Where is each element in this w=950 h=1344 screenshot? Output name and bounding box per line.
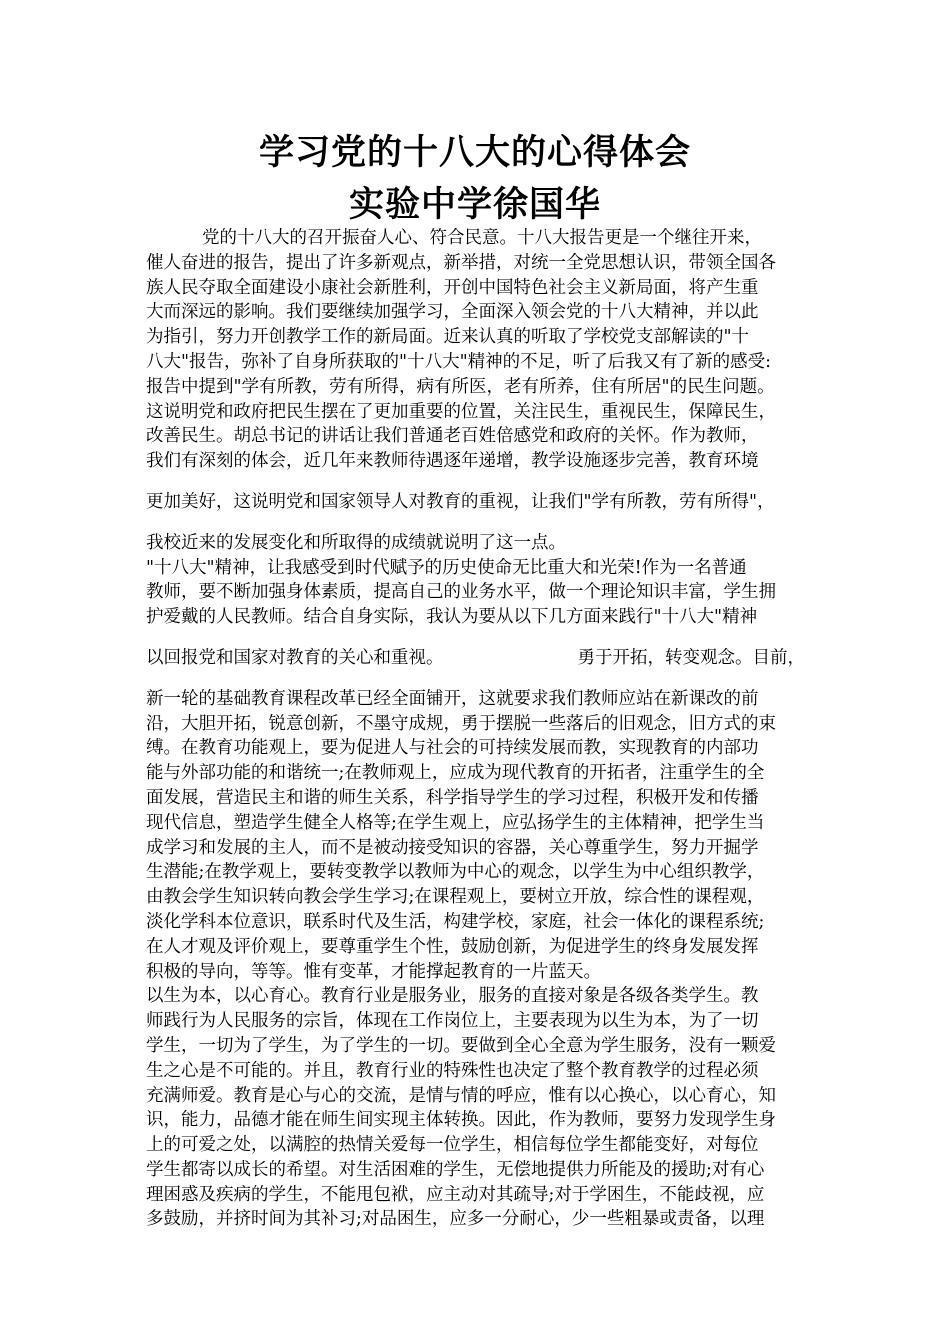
body-line: 为指引，努力开创教学工作的新局面。近来认真的听取了学校党支部解读的"十	[146, 327, 750, 348]
body-line: "十八大"精神，让我感受到时代赋予的历史使命无比重大和光荣!作为一名普通	[146, 557, 747, 578]
body-line: 成学习和发展的主人，而不是被动接受知识的容器，关心尊重学生，努力开掘学	[146, 837, 759, 858]
body-line: 这说明党和政府把民生摆在了更加重要的位置，关注民生，重视民生，保障民生，	[146, 401, 776, 422]
document-author: 实验中学徐国华	[348, 185, 601, 225]
document-title: 学习党的十八大的心得体会	[258, 133, 691, 173]
body-line: 多鼓励，并挤时间为其补习;对品困生，应多一分耐心，少一些粗暴或责备，以理	[146, 1209, 765, 1230]
body-line: 我校近来的发展变化和所取得的成绩就说明了这一点。	[146, 532, 566, 553]
body-line: 理困惑及疾病的学生，不能甩包袱，应主动对其疏导;对于学困生，不能歧视，应	[146, 1184, 765, 1205]
body-line: 催人奋进的报告，提出了许多新观点，新举措，对统一全党思想认识，带领全国各	[146, 252, 776, 273]
body-line: 缚。在教育功能观上，要为促进人与社会的可持续发展而教，实现教育的内部功	[146, 738, 759, 759]
body-line: 护爱戴的人民教师。结合自身实际，我认为要从以下几方面来践行"十八大"精神	[146, 607, 758, 628]
body-line: 报告中提到"学有所教，劳有所得，病有所医，老有所养，住有所居"的民生问题。	[146, 376, 775, 397]
body-line-segment: 勇于开拓，转变观念。目前，	[577, 647, 805, 668]
body-line: 能与外部功能的和谐统一;在教师观上，应成为现代教育的开拓者，注重学生的全	[146, 763, 765, 784]
body-line: 族人民夺取全面建设小康社会新胜利，开创中国特色社会主义新局面，将产生重	[146, 277, 759, 298]
body-line: 教师，要不断加强身体素质，提高自己的业务水平，做一个理论知识丰富，学生拥	[146, 582, 776, 603]
body-line: 积极的导向，等等。惟有变革，才能撑起教育的一片蓝天。	[146, 961, 601, 982]
body-line-segment: 以回报党和国家对教育的关心和重视。	[146, 647, 444, 668]
document-body	[146, 226, 811, 1232]
body-line: 淡化学科本位意识，联系时代及生活，构建学校，家庭，社会一体化的课程系统;	[146, 911, 765, 932]
body-line: 生潜能;在教学观上，要转变教学以教师为中心的观念，以学生为中心组织教学，	[146, 862, 765, 883]
body-line: 我们有深刻的体会，近几年来教师待遇逐年递增，教学设施逐步完善，教育环境	[146, 451, 759, 472]
body-line: 更加美好，这说明党和国家领导人对教育的重视，让我们"学有所教，劳有所得"，	[146, 491, 775, 512]
body-line: 大而深远的影响。我们要继续加强学习，全面深入领会党的十八大精神，并以此	[146, 302, 759, 323]
body-line: 沿，大胆开拓，锐意创新，不墨守成规，勇于摆脱一些落后的旧观念，旧方式的束	[146, 713, 776, 734]
body-line: 改善民生。胡总书记的讲话让我们普通老百姓倍感党和政府的关怀。作为教师，	[146, 426, 759, 447]
body-line: 学生都寄以成长的希望。对生活困难的学生，无偿地提供力所能及的援助;对有心	[146, 1159, 765, 1180]
body-line: 现代信息，塑造学生健全人格等;在学生观上，应弘扬学生的主体精神，把学生当	[146, 812, 765, 833]
body-line: 新一轮的基础教育课程改革已经全面铺开，这就要求我们教师应站在新课改的前	[146, 688, 759, 709]
body-line: 在人才观及评价观上，要尊重学生个性，鼓励创新，为促进学生的终身发展发挥	[146, 936, 759, 957]
body-line: 充满师爱。教育是心与心的交流，是情与情的呼应，惟有以心换心，以心育心，知	[146, 1085, 776, 1106]
body-line: 党的十八大的召开振奋人心、符合民意。十八大报告更是一个继往开来，	[202, 228, 762, 248]
body-line: 师践行为人民服务的宗旨，体现在工作岗位上，主要表现为以生为本，为了一切	[146, 1011, 759, 1032]
body-line: 面发展，营造民主和谐的师生关系，科学指导学生的学习过程，积极开发和传播	[146, 787, 759, 808]
body-line-split	[146, 646, 811, 671]
body-line: 以生为本，以心育心。教育行业是服务业，服务的直接对象是各级各类学生。教	[146, 986, 759, 1007]
body-line: 学生，一切为了学生，为了学生的一切。要做到全心全意为学生服务，没有一颗爱	[146, 1035, 776, 1056]
body-line: 八大"报告，弥补了自身所获取的"十八大"精神的不足，听了后我又有了新的感受:	[146, 351, 772, 372]
body-line: 由教会学生知识转向教会学生学习;在课程观上，要树立开放，综合性的课程观，	[146, 887, 765, 908]
body-line: 识，能力，品德才能在师生间实现主体转换。因此，作为教师，要努力发现学生身	[146, 1110, 776, 1131]
body-line: 上的可爱之处，以满腔的热情关爱每一位学生，相信每位学生都能变好，对每位	[146, 1135, 759, 1156]
body-line: 生之心是不可能的。并且，教育行业的特殊性也决定了整个教育教学的过程必须	[146, 1060, 759, 1081]
